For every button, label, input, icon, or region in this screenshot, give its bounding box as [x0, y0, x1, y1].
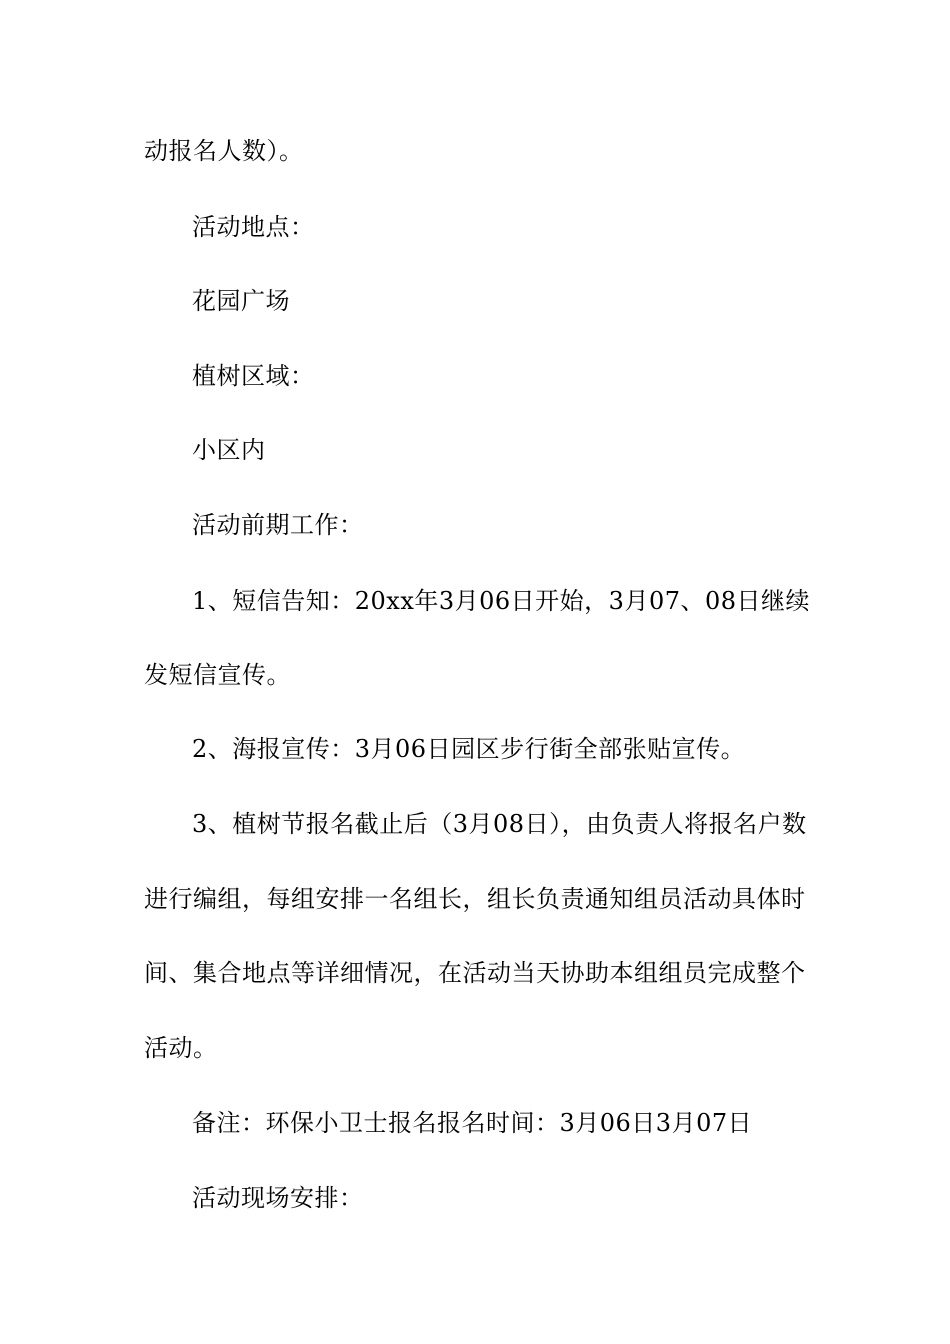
paragraph-line: 活动前期工作： — [192, 511, 364, 539]
paragraph-line: 动报名人数）。 — [144, 137, 304, 165]
paragraph-line: 备注：环保小卫士报名报名时间：3月06日3月07日 — [192, 1109, 753, 1137]
paragraph-line: 3、植树节报名截止后（3月08日），由负责人将报名户数 — [192, 810, 807, 838]
paragraph-line: 小区内 — [192, 436, 266, 464]
paragraph-line: 活动地点： — [192, 213, 315, 241]
paragraph-line: 发短信宣传。 — [144, 661, 291, 689]
paragraph-line: 花园广场 — [192, 287, 290, 315]
paragraph-line: 进行编组，每组安排一名组长，组长负责通知组员活动具体时 — [144, 885, 806, 913]
paragraph-line: 间、集合地点等详细情况，在活动当天协助本组组员完成整个 — [144, 959, 806, 987]
paragraph-line: 植树区域： — [192, 362, 315, 390]
paragraph-line: 2、海报宣传：3月06日园区步行街全部张贴宣传。 — [192, 735, 746, 763]
paragraph-line: 活动。 — [144, 1034, 218, 1062]
paragraph-line: 1、短信告知：20xx年3月06日开始，3月07、08日继续 — [192, 587, 811, 615]
paragraph-line: 活动现场安排： — [192, 1184, 364, 1212]
